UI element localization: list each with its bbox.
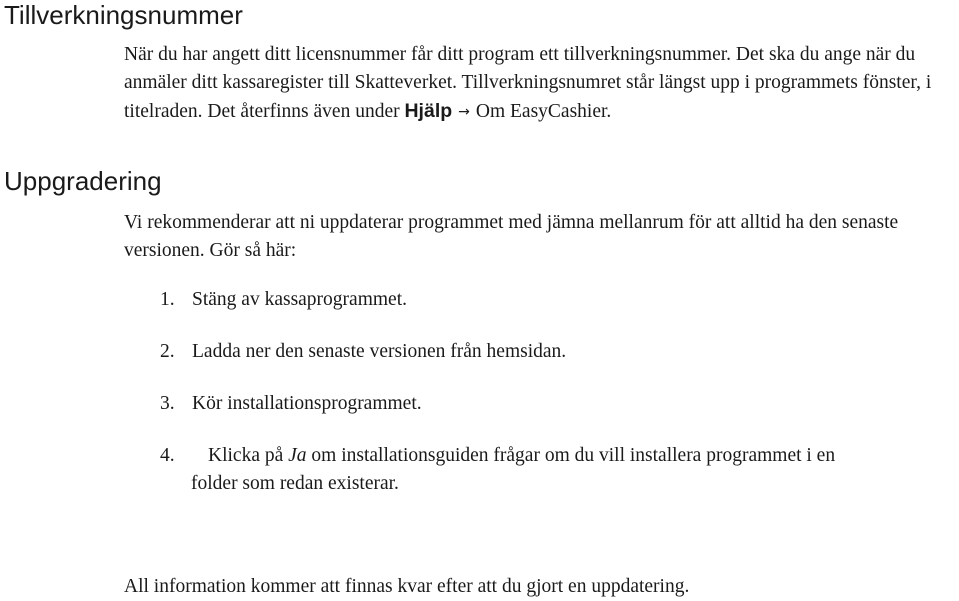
step-number: 3. xyxy=(160,393,175,414)
tillverkningsnummer-paragraph xyxy=(124,41,954,127)
step-text: Ladda ner den senaste versionen från hemsidan. xyxy=(192,341,567,362)
footer-note: All information kommer att finnas kvar efter att du gjort en uppdatering. xyxy=(124,576,690,597)
step-text: Kör installationsprogrammet. xyxy=(192,393,422,414)
upgrade-steps-list xyxy=(160,286,950,522)
paragraph-text: När du har angett ditt licensnummer får ditt program ett tillverkningsnummer. Det ska du ange när du anmäler ditt kassaregister till Skatteverket. Tillverkningsnumret står längst upp i programmets fönster, i titelraden. Det återfinns även under xyxy=(124,44,932,122)
emphasis-ja: Ja xyxy=(288,445,307,466)
step-text-part: om installationsguiden frågar om du vill installera programmet i en xyxy=(306,445,836,466)
uppgradering-paragraph: Vi rekommenderar att ni uppdaterar programmet med jämna mellanrum för att alltid ha den senaste versionen. Gör så här: xyxy=(124,212,899,261)
step-number: 2. xyxy=(160,341,175,362)
menu-item-om-easycashier: Om EasyCashier. xyxy=(475,101,612,122)
list-item xyxy=(160,286,950,314)
step-number: 4. xyxy=(160,445,175,466)
section-heading-uppgradering: Uppgradering xyxy=(4,166,162,196)
step-number: 1. xyxy=(160,289,175,310)
step-text-wrap: folder som redan existerar. xyxy=(191,473,399,494)
list-item xyxy=(160,390,950,418)
list-item xyxy=(160,338,950,366)
section-heading-tillverkningsnummer: Tillverkningsnummer xyxy=(4,0,243,30)
step-text-part: Klicka på xyxy=(208,445,289,466)
step-text xyxy=(191,442,950,498)
step-text: Stäng av kassaprogrammet. xyxy=(192,289,407,310)
list-item xyxy=(160,442,950,498)
arrow-right-icon: → xyxy=(458,104,470,120)
menu-name-hjalp: Hjälp xyxy=(404,100,453,122)
